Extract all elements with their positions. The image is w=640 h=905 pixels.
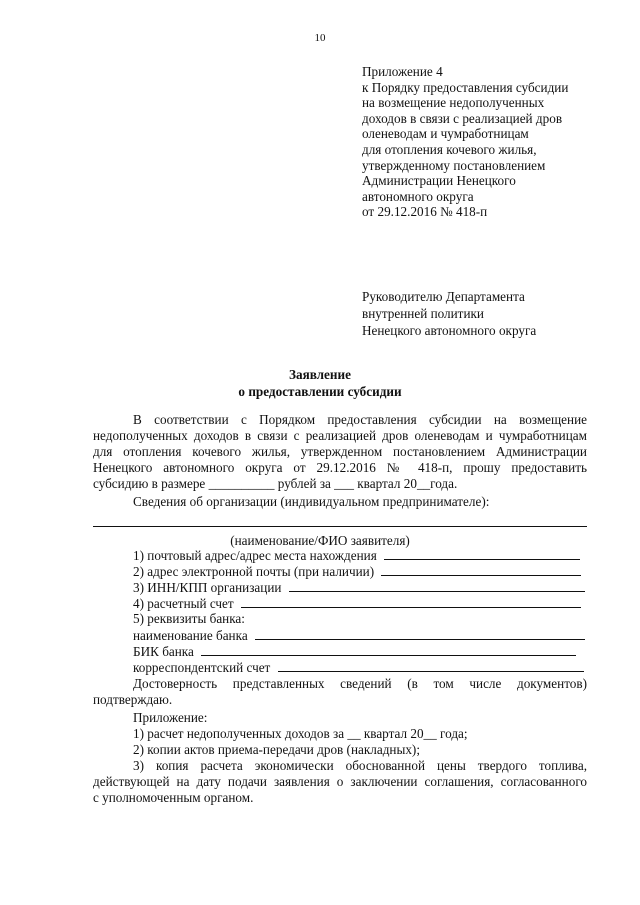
intro-line: В соответствии с Порядком предоставления субсидии на возмещение (133, 412, 587, 427)
attachment-item-2: 2) копии актов приема-передачи дров (накладных); (133, 742, 420, 757)
title-line-2: о предоставлении субсидии (238, 384, 402, 399)
field-account (133, 595, 581, 612)
field-label: 1) почтовый адрес/адрес места нахождения (133, 548, 377, 563)
confirmation-line-1: Достоверность представленных сведений (в том числе документов) (133, 676, 587, 691)
inn-kpp-input[interactable] (289, 579, 585, 592)
attachment-item-3-line-2: действующей на дату подачи заявления о заключении соглашения, согласованного (93, 774, 587, 789)
org-info-label: Сведения об организации (индивидуальном предпринимателе): (133, 494, 490, 509)
field-label: корреспондентский счет (133, 660, 271, 675)
field-bank-details: 5) реквизиты банка: (133, 611, 245, 626)
field-label: 2) адрес электронной почты (при наличии) (133, 564, 375, 579)
postal-address-input[interactable] (384, 547, 580, 560)
appendix-line: доходов в связи с реализацией дров (362, 110, 563, 126)
title-line-1: Заявление (289, 367, 351, 382)
intro-line: субсидию в размере __________ рублей за ___ квартал 20__года. (93, 475, 458, 491)
appendix-header (362, 64, 632, 220)
field-label: наименование банка (133, 628, 248, 643)
page-number: 10 (314, 32, 326, 44)
recipient-line: Руководителю Департамента (362, 289, 525, 304)
confirmation-line-2: подтверждаю. (93, 692, 173, 707)
field-email (133, 563, 581, 580)
appendix-line: к Порядку предоставления субсидии (362, 79, 569, 95)
field-bank-name (133, 627, 585, 644)
recipient-block (362, 288, 632, 339)
email-input[interactable] (381, 563, 581, 576)
intro-line: недополученных доходов в связи с реализацией дров оленеводам и чумработницам (93, 427, 587, 443)
document-title (0, 366, 640, 400)
applicant-name-line[interactable] (93, 526, 587, 527)
appendix-line: от 29.12.2016 № 418-п (362, 204, 488, 220)
field-label: 4) расчетный счет (133, 596, 234, 611)
intro-line: для отопления кочевого жилья, утвержденном постановлением Администрации (93, 443, 587, 459)
appendix-line: Приложение 4 (362, 64, 443, 79)
field-label: БИК банка (133, 644, 194, 659)
applicant-name-caption: (наименование/ФИО заявителя) (230, 533, 410, 548)
appendix-line: оленеводам и чумработницам (362, 126, 529, 142)
intro-line: Ненецкого автономного округа от 29.12.2016 № 418-п, прошу предоставить (93, 459, 587, 475)
intro-paragraph (93, 412, 587, 492)
appendix-line: утвержденному постановлением (362, 157, 546, 173)
appendix-line: на возмещение недополученных (362, 95, 545, 111)
appendix-line: Администрации Ненецкого (362, 173, 516, 189)
appendix-line: для отопления кочевого жилья, (362, 141, 537, 157)
appendix-line: автономного округа (362, 188, 474, 204)
attachments-label: Приложение: (133, 710, 208, 725)
recipient-line: Ненецкого автономного округа (362, 323, 537, 338)
corr-account-input[interactable] (278, 659, 584, 672)
field-label: 3) ИНН/КПП организации (133, 580, 282, 595)
field-inn-kpp (133, 579, 585, 596)
attachment-item-3-line-1: 3) копия расчета экономически обоснованной цены твердого топлива, (133, 758, 587, 773)
bik-input[interactable] (201, 643, 576, 656)
attachment-item-3-line-3: с уполномоченным органом. (93, 790, 254, 805)
recipient-line: внутренней политики (362, 306, 484, 321)
account-input[interactable] (241, 595, 581, 608)
bank-name-input[interactable] (255, 627, 585, 640)
attachment-item-1: 1) расчет недополученных доходов за __ квартал 20__ года; (133, 726, 468, 741)
field-postal-address (133, 547, 580, 564)
field-bik (133, 643, 576, 660)
field-corr-account (133, 659, 584, 676)
